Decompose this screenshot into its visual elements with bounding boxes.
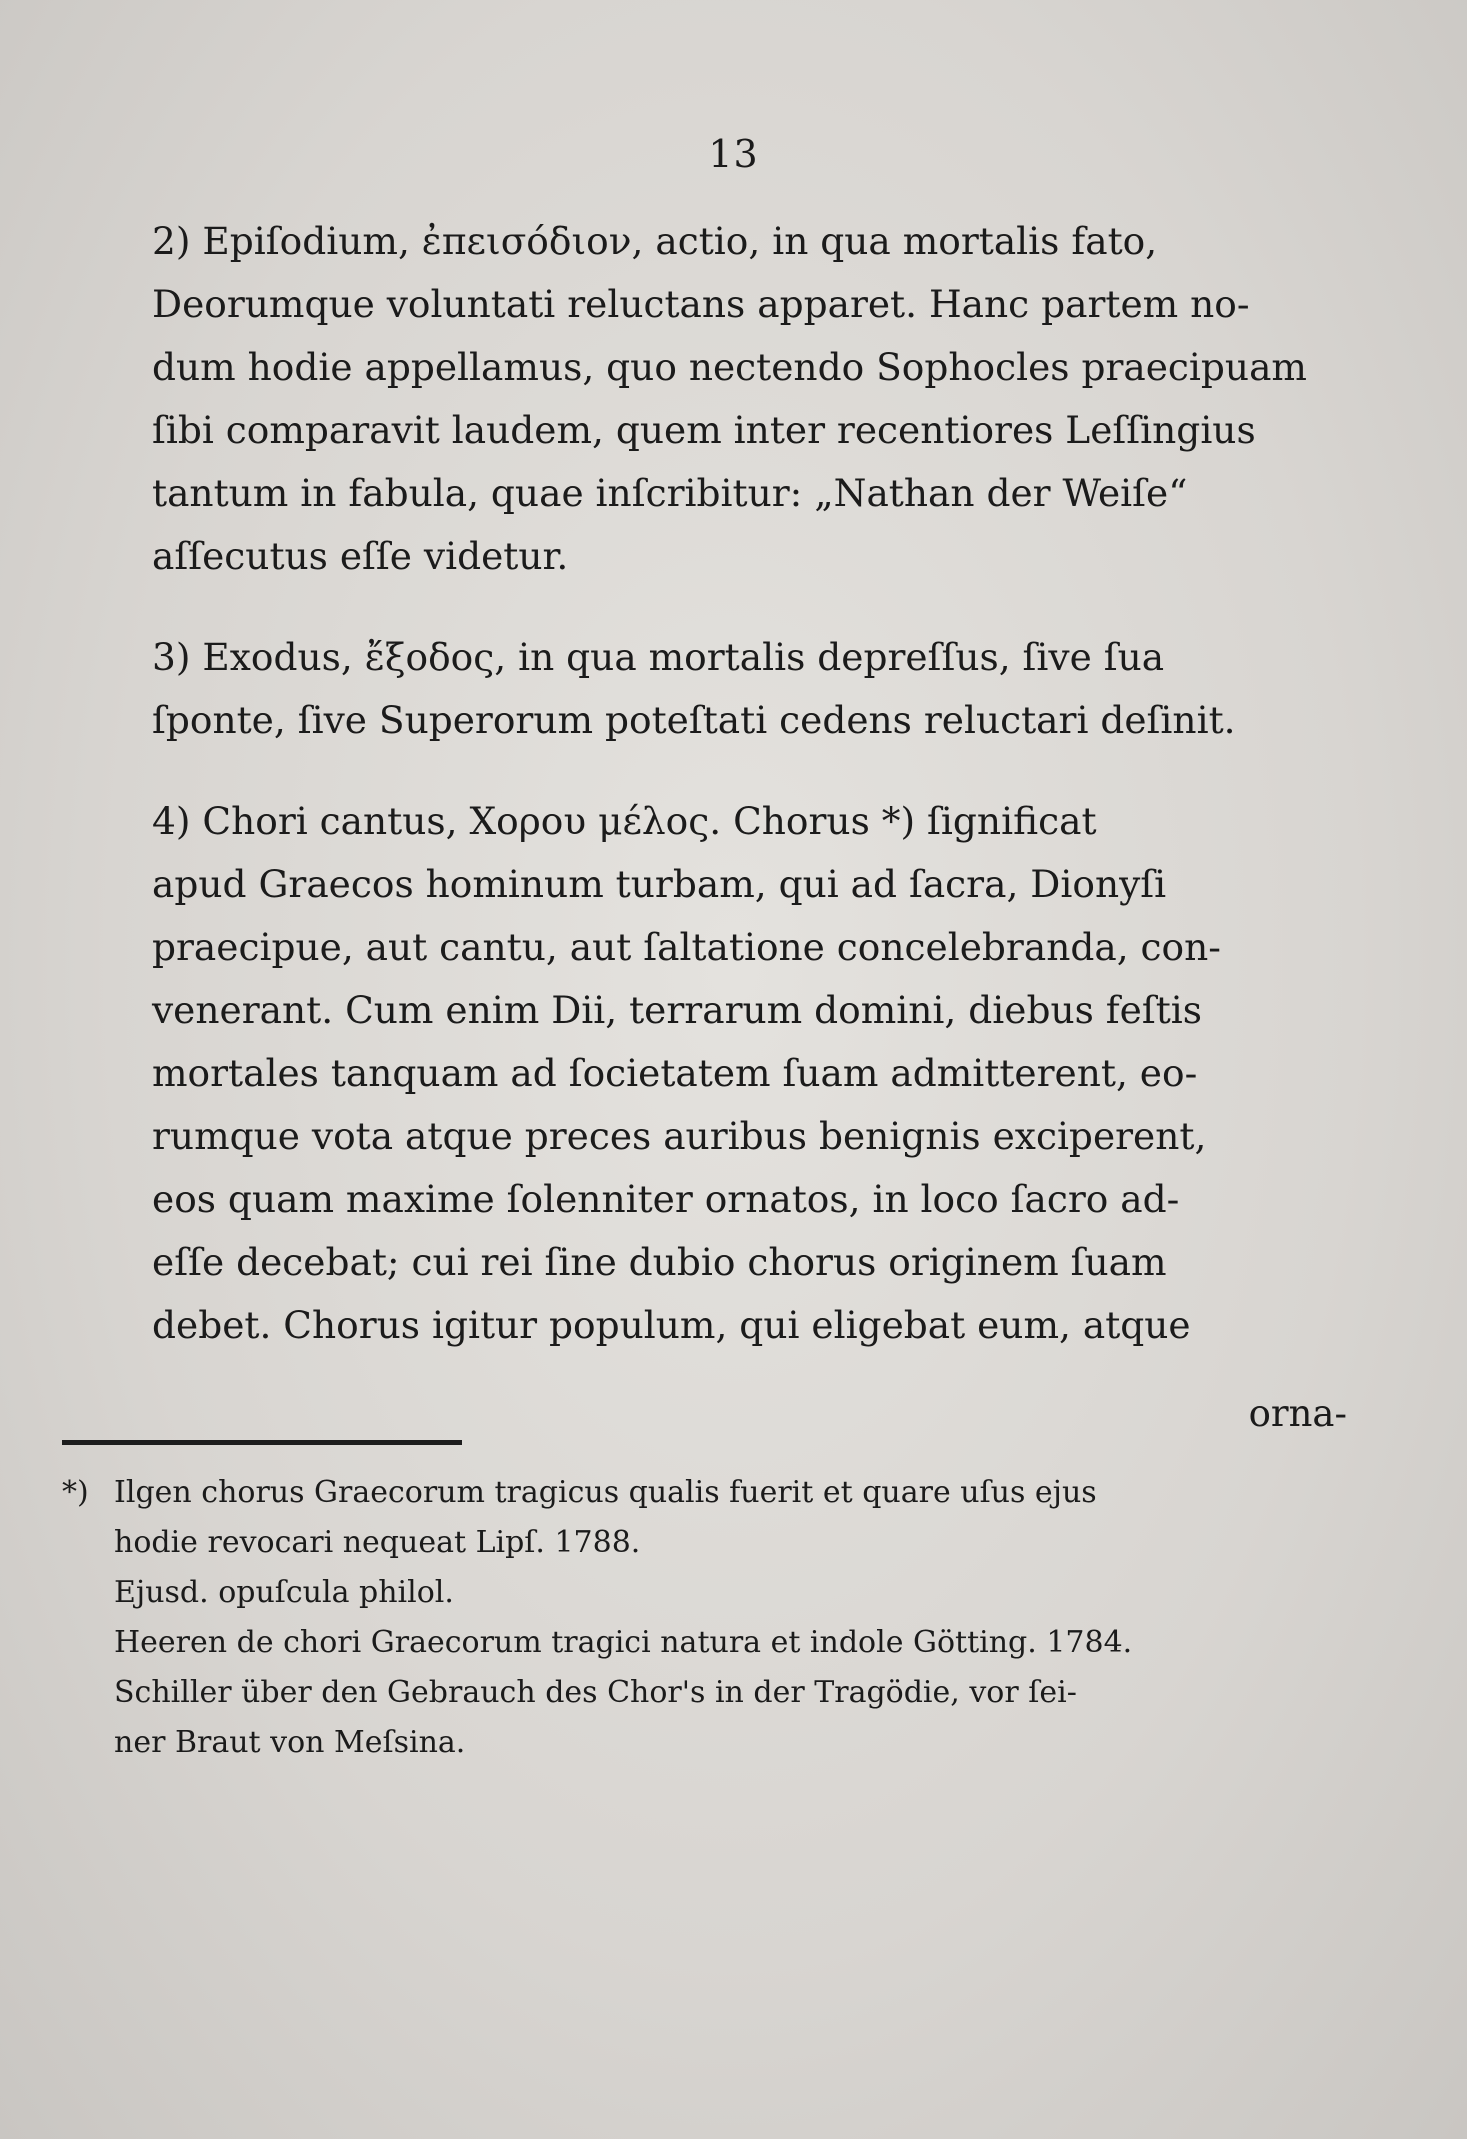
footnote-rule <box>62 1440 462 1445</box>
footnote-text: Ilgen chorus Graecorum tragicus qualis fuerit et quare uſus ejus <box>114 1475 1097 1510</box>
page-number: 13 <box>708 132 759 176</box>
text-line: praecipue, aut cantu, aut ſaltatione concelebranda, con- <box>152 925 1221 969</box>
body-text <box>60 210 1350 1395</box>
text-line: eos quam maxime ſolenniter ornatos, in loco ſacro ad- <box>152 1177 1180 1221</box>
footnote-marker: *) <box>62 1475 89 1510</box>
footnote-line: Ejusd. opuſcula philol. <box>114 1575 454 1610</box>
text-line: dum hodie appellamus, quo nectendo Sophocles praecipuam <box>152 345 1307 389</box>
footnotes <box>62 1468 1352 1768</box>
text-line: debet. Chorus igitur populum, qui eligebat eum, atque <box>152 1303 1191 1347</box>
text-line: ſibi comparavit laudem, quem inter recentiores Leſſingius <box>152 408 1256 452</box>
footnote-line: hodie revocari nequeat Lipſ. 1788. <box>114 1525 641 1560</box>
text-line: Deorumque voluntati reluctans apparet. Hanc partem no- <box>152 282 1250 326</box>
footnote-line: Heeren de chori Graecorum tragici natura et indole Götting. 1784. <box>114 1625 1133 1660</box>
paragraph-exodus <box>60 626 1350 752</box>
footnote-line: ner Braut von Meſsina. <box>114 1725 466 1760</box>
paragraph-episodium <box>60 210 1350 588</box>
text-line: eſſe decebat; cui rei ſine dubio chorus originem ſuam <box>152 1240 1167 1284</box>
text-line: 3) Exodus, ἔξοδος, in qua mortalis depreſſus, ſive ſua <box>152 635 1165 679</box>
footnote-line: Schiller über den Gebrauch des Chor's in der Tragödie, vor ſei- <box>114 1675 1077 1710</box>
catchword: orna- <box>1248 1392 1347 1435</box>
text-line: mortales tanquam ad ſocietatem ſuam admitterent, eo- <box>152 1051 1198 1095</box>
paragraph-chori <box>60 790 1350 1357</box>
text-line: tantum in fabula, quae inſcribitur: „Nathan der Weiſe“ <box>152 471 1188 515</box>
text-line: apud Graecos hominum turbam, qui ad ſacra, Dionyſi <box>152 862 1167 906</box>
text-line: 2) Epiſodium, ἐπεισόδιον, actio, in qua mortalis fato, <box>152 219 1158 263</box>
text-line: venerant. Cum enim Dii, terrarum domini, diebus feſtis <box>152 988 1203 1032</box>
text-line: aſſecutus eſſe videtur. <box>152 534 569 578</box>
text-line: 4) Chori cantus, Χορου μέλος. Chorus *) ſignificat <box>152 799 1097 843</box>
footnote-entry <box>62 1468 1352 1518</box>
text-line: rumque vota atque preces auribus benignis exciperent, <box>152 1114 1207 1158</box>
text-line: ſponte, ſive Superorum poteſtati cedens reluctari deſinit. <box>152 698 1236 742</box>
